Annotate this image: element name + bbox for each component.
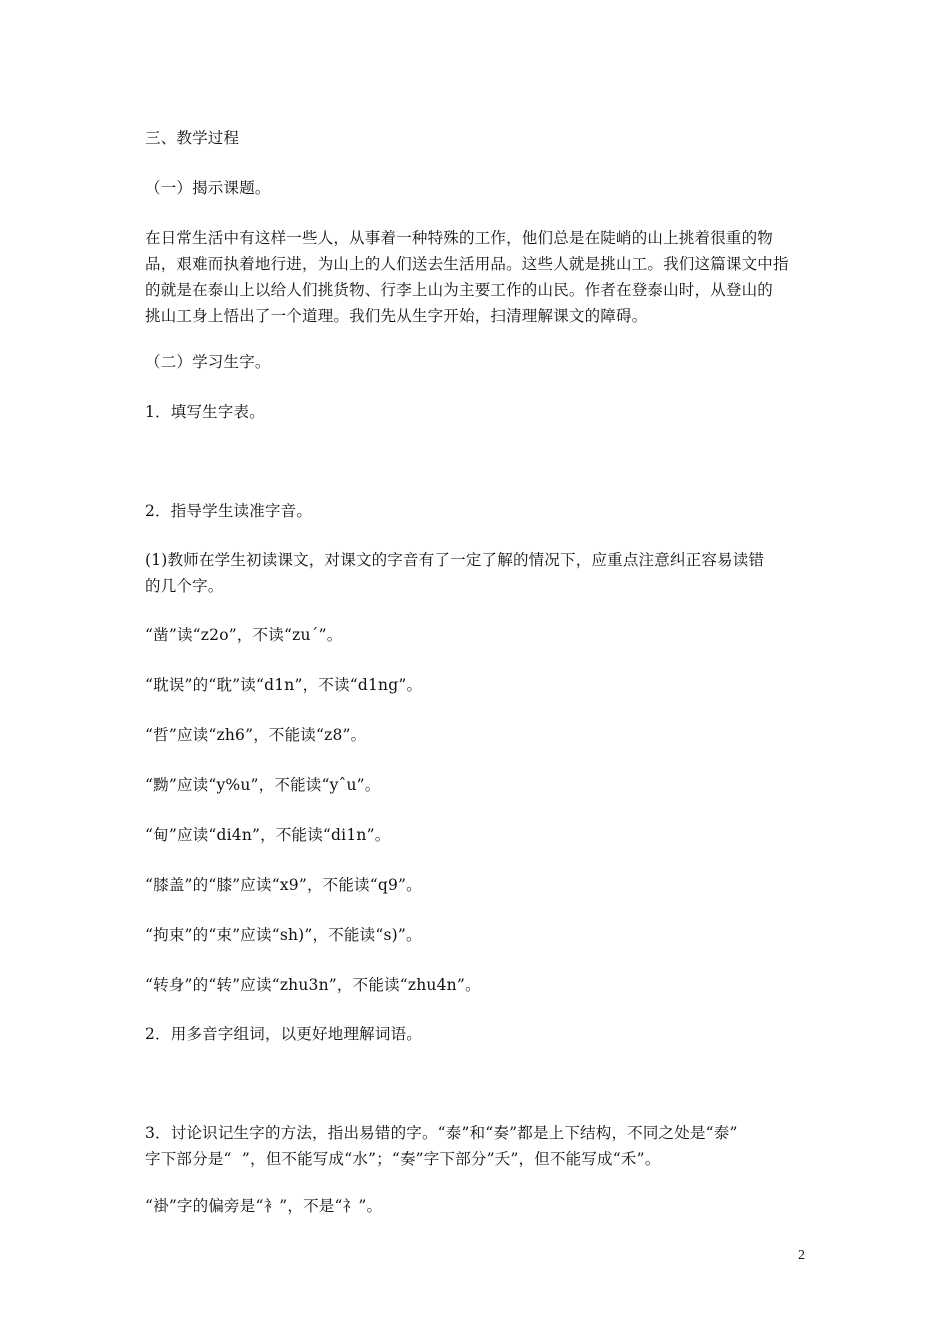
paragraph-line: 品，艰难而执着地行进，为山上的人们送去生活用品。这些人就是挑山工。我们这篇课文中指 <box>145 255 789 273</box>
list-item-polyphone-words: 2．用多音字组词，以更好地理解词语。 <box>145 1025 422 1043</box>
pronunciation-item: “拘束”的“束”应读“sh)”，不能读“s)”。 <box>145 926 422 944</box>
subsection-title-reveal-topic: （一）揭示课题。 <box>145 179 271 197</box>
discussion-paragraph <box>145 1120 809 1172</box>
paragraph-line: 字下部分是“ ”，但不能写成“水”；“奏”字下部分”夭”，但不能写成“禾”。 <box>145 1150 661 1168</box>
pronunciation-item: “转身”的“转”应读“zhu3n”，不能读“zhu4n”。 <box>145 976 481 994</box>
pronunciation-item: “膝盖”的“膝”应读“x9”，不能读“q9”。 <box>145 876 422 894</box>
pronunciation-item: “哲”应读“zh6”，不能读“z8”。 <box>145 726 367 744</box>
radical-note: “褂”字的偏旁是“衤”，不是“礻”。 <box>145 1197 383 1215</box>
paragraph-line: (1)教师在学生初读课文，对课文的字音有了一定了解的情况下，应重点注意纠正容易读错 <box>145 551 765 569</box>
pronunciation-item: “黝”应读“y%u”，不能读“yˆu”。 <box>145 776 381 794</box>
intro-paragraph <box>145 225 809 329</box>
paragraph-line: 在日常生活中有这样一些人，从事着一种特殊的工作，他们总是在陡峭的山上挑着很重的物 <box>145 229 774 247</box>
subsection-title-learn-characters: （二）学习生字。 <box>145 353 271 371</box>
pronunciation-item: “凿”读“z2o”，不读“zuˊ”。 <box>145 626 343 644</box>
list-item-fill-table: 1．填写生字表。 <box>145 403 265 421</box>
page-number: 2 <box>798 1248 805 1263</box>
pronunciation-item: “耽误”的“耽”读“d1n”，不读“d1ng”。 <box>145 676 423 694</box>
pronunciation-item: “甸”应读“di4n”，不能读“di1n”。 <box>145 826 391 844</box>
paragraph-line: 的就是在泰山上以给人们挑货物、行李上山为主要工作的山民。作者在登泰山时，从登山的 <box>145 281 774 299</box>
paragraph-line: 3．讨论识记生字的方法，指出易错的字。“泰”和“奏”都是上下结构，不同之处是“泰” <box>145 1124 738 1142</box>
pronunciation-note-paragraph <box>145 547 809 599</box>
section-heading: 三、教学过程 <box>145 129 240 147</box>
paragraph-line: 挑山工身上悟出了一个道理。我们先从生字开始，扫清理解课文的障碍。 <box>145 307 648 325</box>
list-item-pronunciation: 2．指导学生读准字音。 <box>145 502 313 520</box>
paragraph-line: 的几个字。 <box>145 577 224 595</box>
